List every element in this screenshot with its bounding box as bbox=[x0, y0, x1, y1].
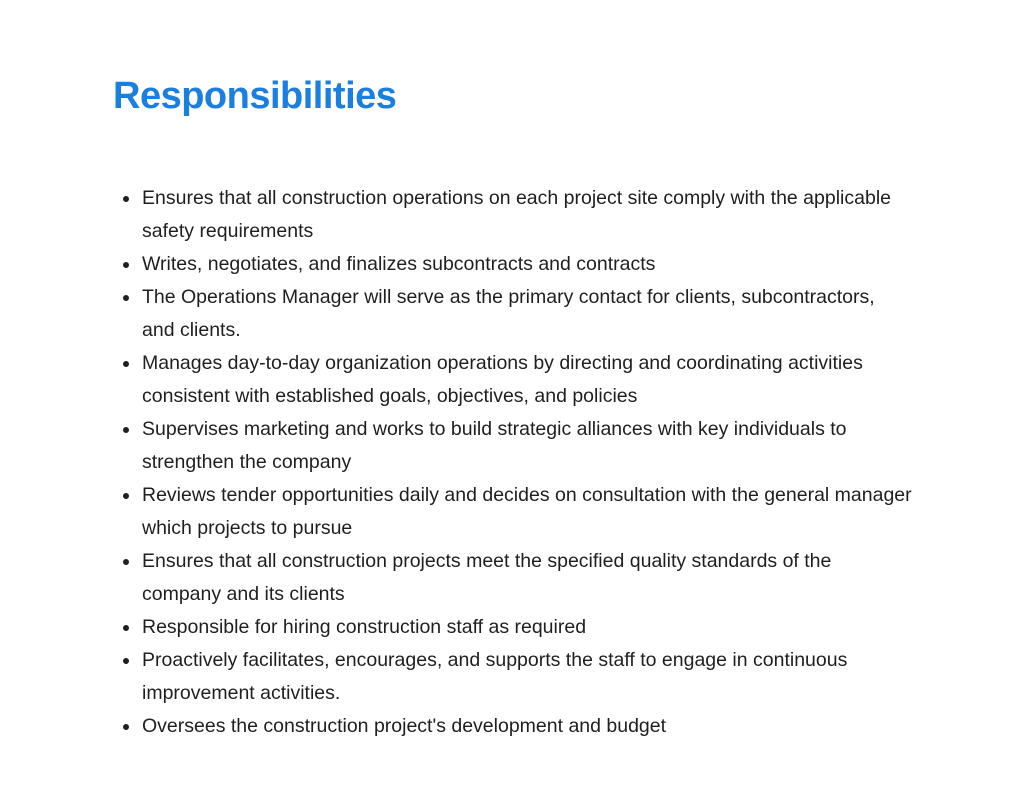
bullet-icon bbox=[123, 493, 129, 499]
list-item-text: Supervises marketing and works to build strategic alliances with key individuals to strengthen the company bbox=[142, 418, 847, 473]
list-item bbox=[142, 182, 912, 248]
list-item bbox=[142, 479, 912, 545]
bullet-icon bbox=[123, 295, 129, 301]
list-item bbox=[142, 545, 912, 611]
list-item bbox=[142, 347, 912, 413]
bullet-icon bbox=[123, 658, 129, 664]
bullet-icon bbox=[123, 196, 129, 202]
list-item bbox=[142, 413, 912, 479]
list-item-text: Reviews tender opportunities daily and decides on consultation with the general manager which projects to pursue bbox=[142, 484, 912, 539]
list-item-text: Manages day-to-day organization operations by directing and coordinating activities consistent with established goals, objectives, and policies bbox=[142, 352, 863, 407]
bullet-icon bbox=[123, 724, 129, 730]
list-item-text: Writes, negotiates, and finalizes subcontracts and contracts bbox=[142, 253, 656, 275]
bullet-icon bbox=[123, 361, 129, 367]
list-item-text: Responsible for hiring construction staff as required bbox=[142, 616, 587, 638]
list-item-text: Ensures that all construction operations on each project site comply with the applicable safety requirements bbox=[142, 187, 891, 242]
bullet-icon bbox=[123, 262, 129, 268]
section-heading: Responsibilities bbox=[113, 75, 397, 117]
list-item bbox=[142, 710, 912, 743]
list-item bbox=[142, 644, 912, 710]
responsibilities-list bbox=[142, 182, 912, 743]
list-item-text: Proactively facilitates, encourages, and supports the staff to engage in continuous improvement activities. bbox=[142, 649, 848, 704]
bullet-icon bbox=[123, 625, 129, 631]
list-item bbox=[142, 248, 912, 281]
list-item-text: Oversees the construction project's development and budget bbox=[142, 715, 667, 737]
list-item-text: Ensures that all construction projects meet the specified quality standards of the company and its clients bbox=[142, 550, 832, 605]
bullet-icon bbox=[123, 559, 129, 565]
list-item-text: The Operations Manager will serve as the primary contact for clients, subcontractors, and clients. bbox=[142, 286, 875, 341]
list-item bbox=[142, 281, 912, 347]
list-item bbox=[142, 611, 912, 644]
bullet-icon bbox=[123, 427, 129, 433]
